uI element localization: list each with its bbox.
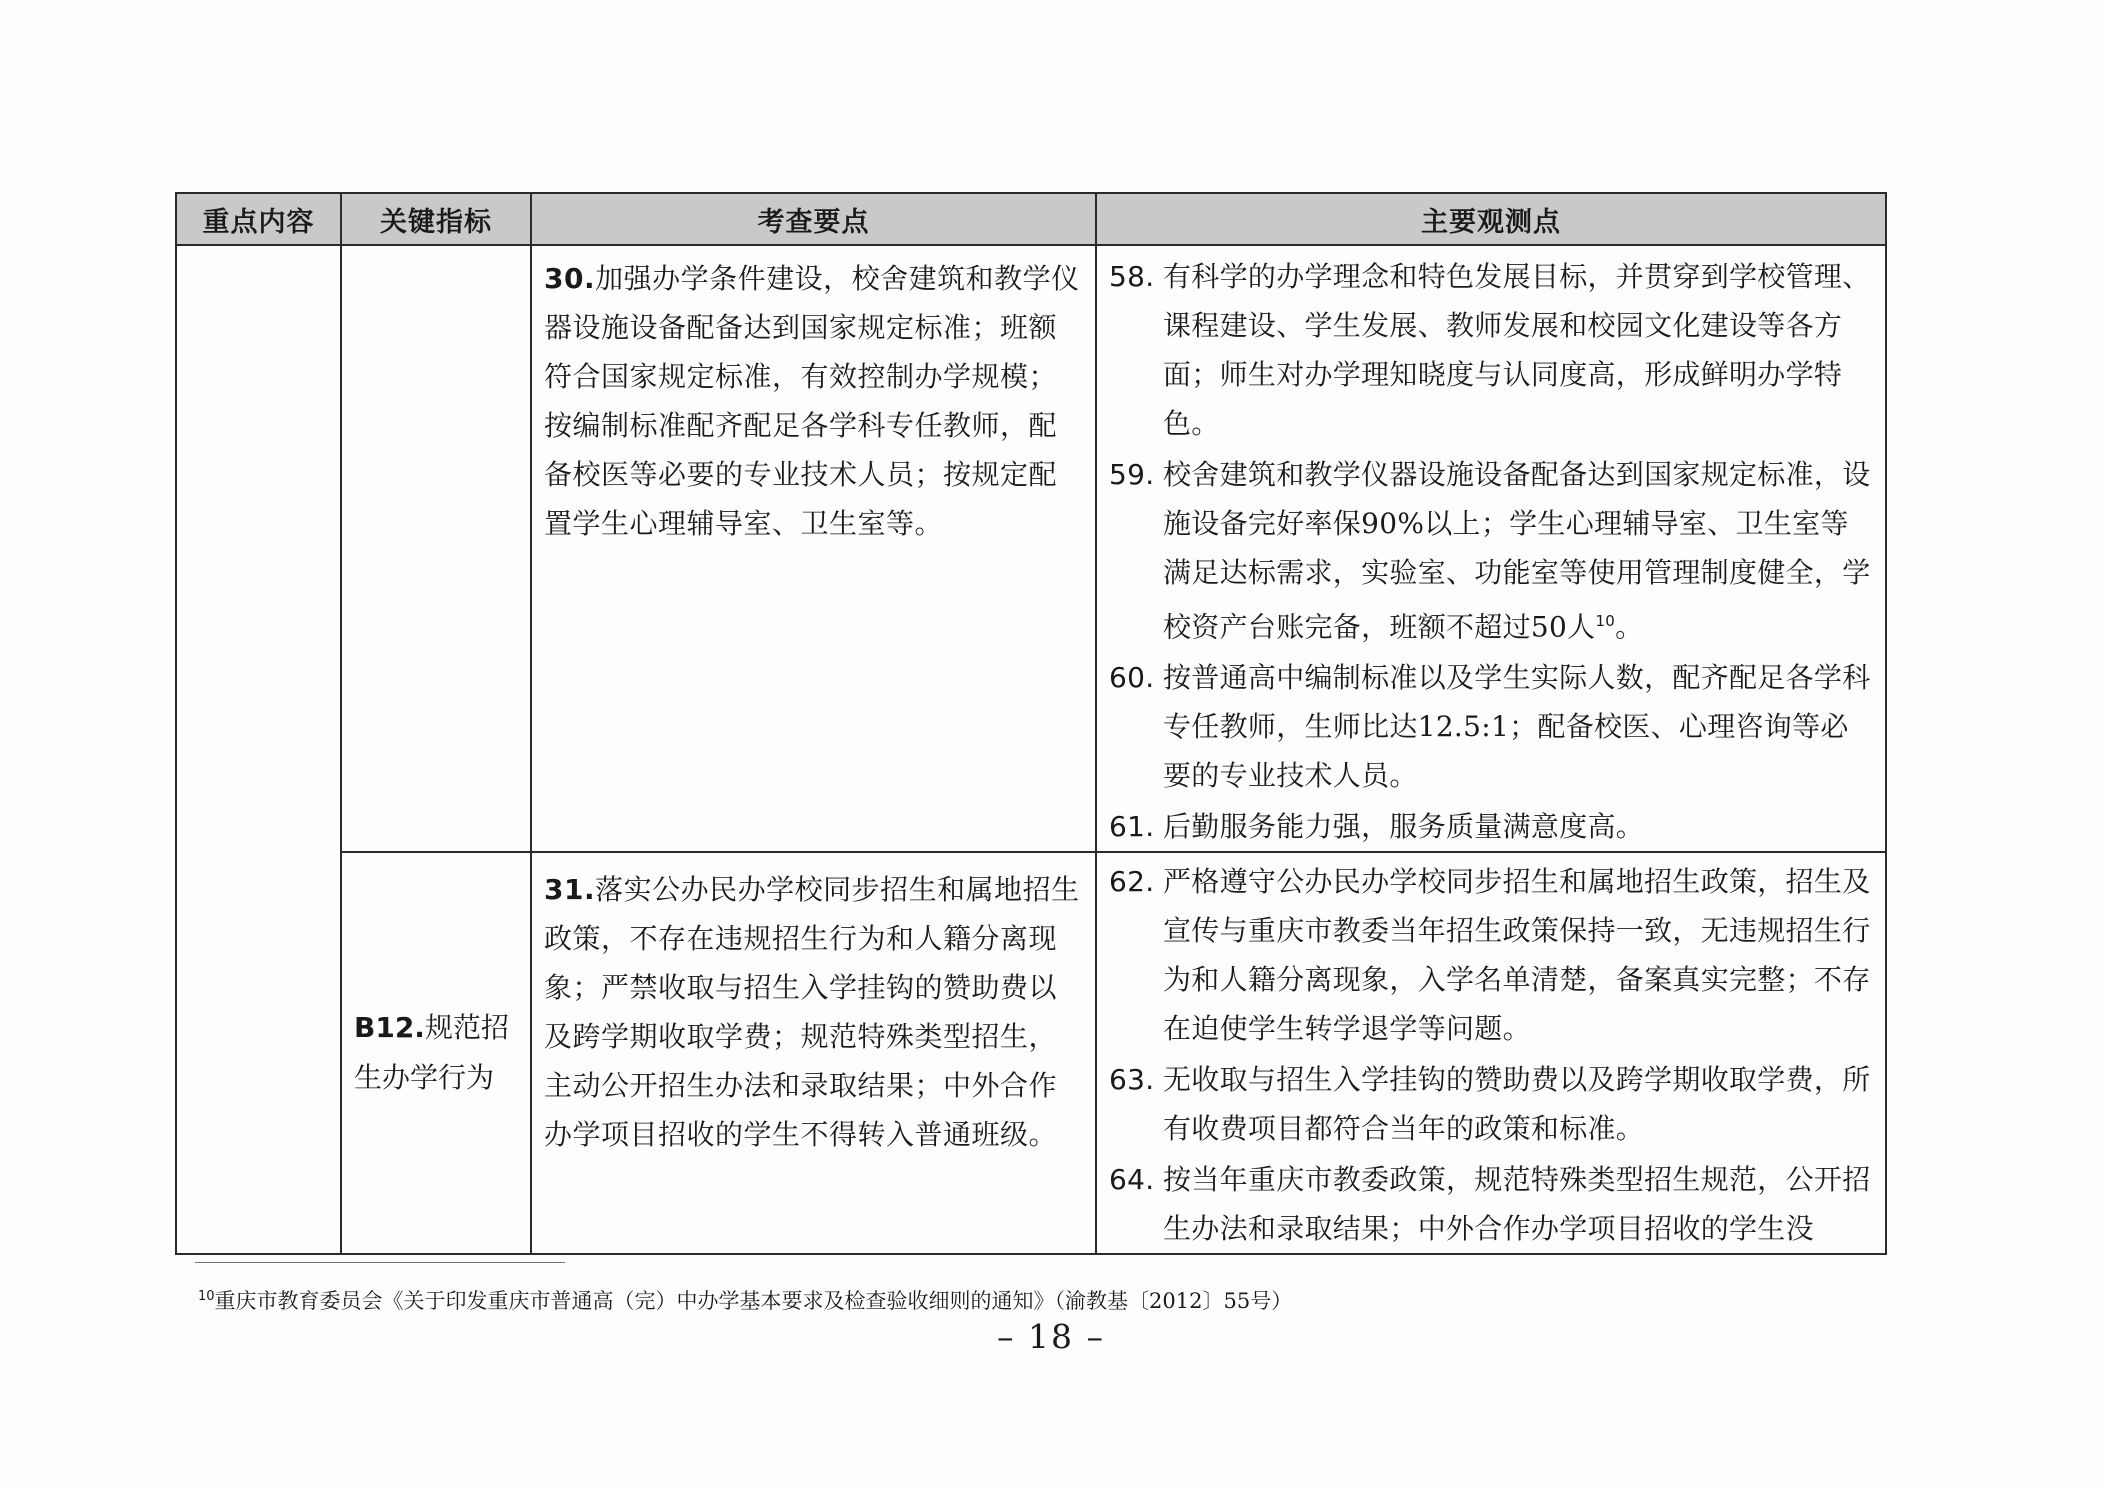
observation-number: 61. [1109, 810, 1155, 844]
check-point-number: 30. [544, 262, 596, 295]
observation-number: 62. [1109, 865, 1155, 899]
header-check-points: 考查要点 [531, 193, 1096, 245]
observation-number: 64. [1109, 1163, 1155, 1197]
table-header-row [176, 193, 1886, 245]
list-item [1109, 1155, 1875, 1253]
list-item [1109, 252, 1875, 448]
footnote-mark: 10 [198, 1289, 215, 1304]
check-point-cell [531, 245, 1096, 852]
observation-text: 严格遵守公办民办学校同步招生和属地招生政策，招生及宣传与重庆市教委当年招生政策保持一致，无违规招生行为和人籍分离现象，入学名单清楚，备案真实完整；不存在迫使学生转学退学等问题。 [1163, 865, 1871, 1046]
observation-tail: 。 [1615, 610, 1644, 644]
indicator-number: B12. [354, 1011, 425, 1045]
indicator-cell [341, 852, 531, 1254]
observation-number: 63. [1109, 1063, 1155, 1097]
indicator-text: 规范招生办学行为 [354, 1011, 509, 1095]
header-key-content: 重点内容 [176, 193, 341, 245]
observation-number: 58. [1109, 260, 1155, 293]
list-item [1109, 653, 1875, 800]
check-point-number: 31. [544, 873, 596, 907]
header-observation-points: 主要观测点 [1096, 193, 1886, 245]
key-content-cell [176, 245, 341, 1254]
observation-text: 按普通高中编制标准以及学生实际人数，配齐配足各学科专任教师，生师比达12.5:1；配备校医、心理咨询等必要的专业技术人员。 [1163, 661, 1871, 793]
footnote [198, 1282, 1292, 1316]
observation-text-wrap [1163, 450, 1875, 651]
observation-text: 后勤服务能力强，服务质量满意度高。 [1163, 810, 1645, 844]
observation-text: 无收取与招生入学挂钩的赞助费以及跨学期收取学费，所有收费项目都符合当年的政策和标准。 [1163, 1063, 1871, 1146]
table-row [176, 245, 1886, 852]
observation-cell [1096, 852, 1886, 1254]
evaluation-table [175, 192, 1887, 1255]
observation-text: 校舍建筑和教学仪器设施设备配备达到国家规定标准，设施设备完好率保90%以上；学生心理辅导室、卫生室等满足达标需求，实验室、功能室等使用管理制度健全，学校资产台账完备，班额不超过50人 [1163, 458, 1871, 644]
observation-text: 按当年重庆市教委政策，规范特殊类型招生规范，公开招生办法和录取结果；中外合作办学项目招收的学生没 [1163, 1163, 1871, 1246]
observation-text: 有科学的办学理念和特色发展目标，并贯穿到学校管理、课程建设、学生发展、教师发展和校园文化建设等各方面；师生对办学理知晓度与认同度高，形成鲜明办学特色。 [1163, 260, 1871, 440]
footnote-text: 重庆市教育委员会《关于印发重庆市普通高（完）中办学基本要求及检查验收细则的通知》（渝教基〔2012〕55号） [214, 1289, 1293, 1313]
check-point-text: 加强办学条件建设，校舍建筑和教学仪器设施设备配备达到国家规定标准；班额符合国家规定标准，有效控制办学规模；按编制标准配齐配足各学科专任教师，配备校医等必要的专业技术人员；按规定配置学生心理辅导室、卫生室等。 [544, 262, 1080, 540]
footnote-reference: 10 [1595, 612, 1616, 630]
indicator-cell [341, 245, 531, 852]
list-item [1109, 802, 1875, 851]
page-number: – 18 – [997, 1317, 1105, 1356]
observation-cell [1096, 245, 1886, 852]
observation-number: 60. [1109, 661, 1155, 695]
check-point-text: 落实公办民办学校同步招生和属地招生政策，不存在违规招生行为和人籍分离现象；严禁收取与招生入学挂钩的赞助费以及跨学期收取学费；规范特殊类型招生，主动公开招生办法和录取结果；中外合作办学项目招收的学生不得转入普通班级。 [544, 873, 1080, 1152]
header-key-indicator: 关键指标 [341, 193, 531, 245]
list-item [1109, 1055, 1875, 1153]
observation-number: 59. [1109, 458, 1155, 491]
table-row [176, 852, 1886, 1254]
footnote-divider [195, 1262, 565, 1263]
list-item [1109, 857, 1875, 1053]
list-item [1109, 450, 1875, 651]
check-point-cell [531, 852, 1096, 1254]
